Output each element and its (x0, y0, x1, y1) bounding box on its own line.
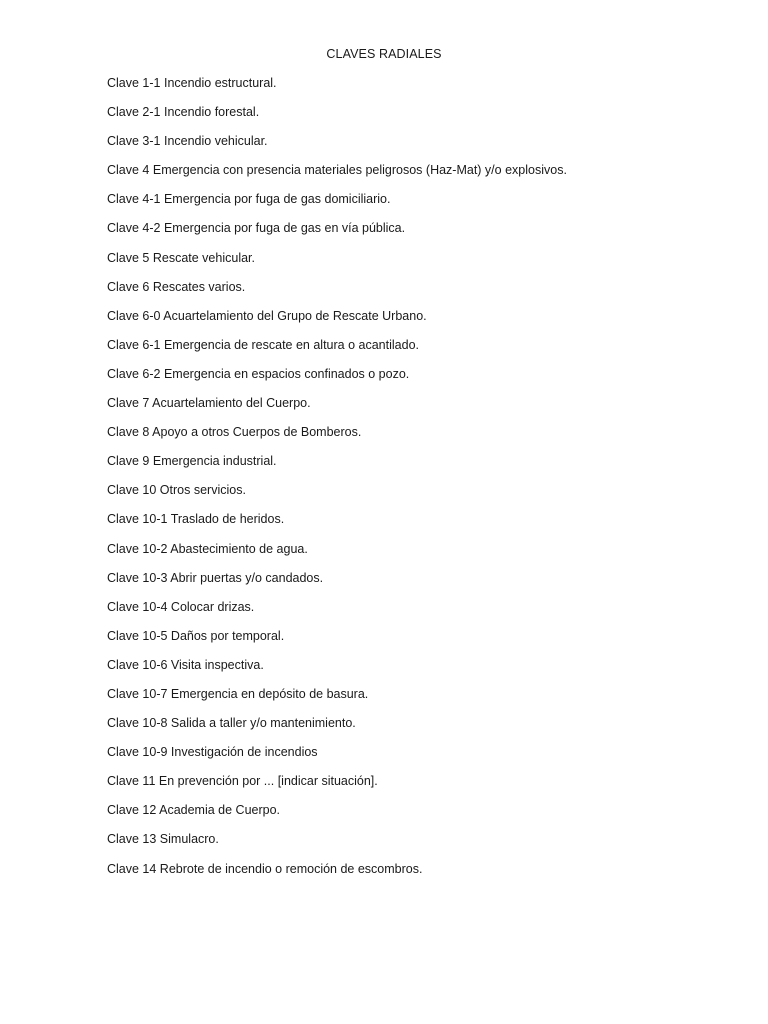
list-item: Clave 6 Rescates varios. (107, 279, 246, 294)
list-item: Clave 10-3 Abrir puertas y/o candados. (107, 570, 324, 585)
document-title: CLAVES RADIALES (326, 47, 442, 61)
list-item: Clave 4-2 Emergencia por fuga de gas en vía pública. (107, 221, 406, 236)
list-item: Clave 6-2 Emergencia en espacios confinados o pozo. (107, 366, 410, 381)
list-item: Clave 10-6 Visita inspectiva. (107, 657, 264, 672)
list-item: Clave 4-1 Emergencia por fuga de gas domiciliario. (107, 192, 391, 207)
list-item: Clave 10-4 Colocar drizas. (107, 599, 255, 614)
list-item: Clave 10-2 Abastecimiento de agua. (107, 541, 308, 556)
list-item: Clave 10-5 Daños por temporal. (107, 628, 285, 643)
list-item: Clave 5 Rescate vehicular. (107, 250, 255, 265)
list-item: Clave 1-1 Incendio estructural. (107, 76, 277, 90)
list-item: Clave 6-1 Emergencia de rescate en altura o acantilado. (107, 337, 419, 352)
list-item: Clave 6-0 Acuartelamiento del Grupo de Rescate Urbano. (107, 308, 427, 323)
list-item: Clave 4 Emergencia con presencia materiales peligrosos (Haz-Mat) y/o explosivos. (107, 163, 567, 178)
list-item: Clave 9 Emergencia industrial. (107, 454, 277, 469)
list-item: Clave 10-7 Emergencia en depósito de basura. (107, 686, 369, 701)
list-item: Clave 14 Rebrote de incendio o remoción de escombros. (107, 861, 423, 876)
list-item: Clave 12 Academia de Cuerpo. (107, 803, 281, 818)
list-item: Clave 3-1 Incendio vehicular. (107, 134, 268, 149)
list-item: Clave 10-1 Traslado de heridos. (107, 512, 285, 527)
list-item: Clave 13 Simulacro. (107, 832, 219, 847)
list-item: Clave 2-1 Incendio forestal. (107, 105, 260, 120)
list-item: Clave 10-9 Investigación de incendios (107, 745, 318, 760)
list-item: Clave 8 Apoyo a otros Cuerpos de Bomberos. (107, 425, 362, 440)
list-item: Clave 10 Otros servicios. (107, 483, 246, 498)
list-item: Clave 11 En prevención por ... [indicar situación]. (107, 774, 378, 789)
claves-list (107, 75, 727, 890)
list-item: Clave 7 Acuartelamiento del Cuerpo. (107, 396, 311, 411)
list-item: Clave 10-8 Salida a taller y/o mantenimiento. (107, 716, 356, 731)
